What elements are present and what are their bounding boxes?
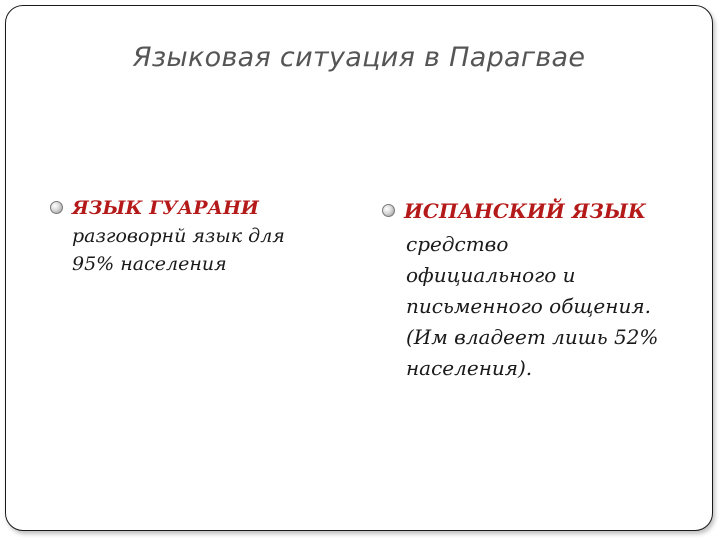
bullet-icon — [50, 201, 63, 214]
slide-frame — [5, 5, 713, 531]
left-heading: ЯЗЫК ГУАРАНИ — [72, 197, 259, 219]
left-bullet-item — [50, 194, 350, 222]
left-column — [50, 194, 350, 278]
left-body-text: разговорнй язык для 95% населения — [72, 225, 285, 275]
right-column — [382, 196, 702, 384]
bullet-icon — [382, 204, 395, 217]
right-body-text: средство официального и письменного общения. (Им владеет лишь 52% населения). — [406, 232, 659, 380]
right-heading: ИСПАНСКИЙ ЯЗЫК — [404, 199, 647, 223]
right-bullet-item — [382, 196, 702, 226]
slide-title: Языковая ситуация в Парагвае — [132, 42, 586, 73]
